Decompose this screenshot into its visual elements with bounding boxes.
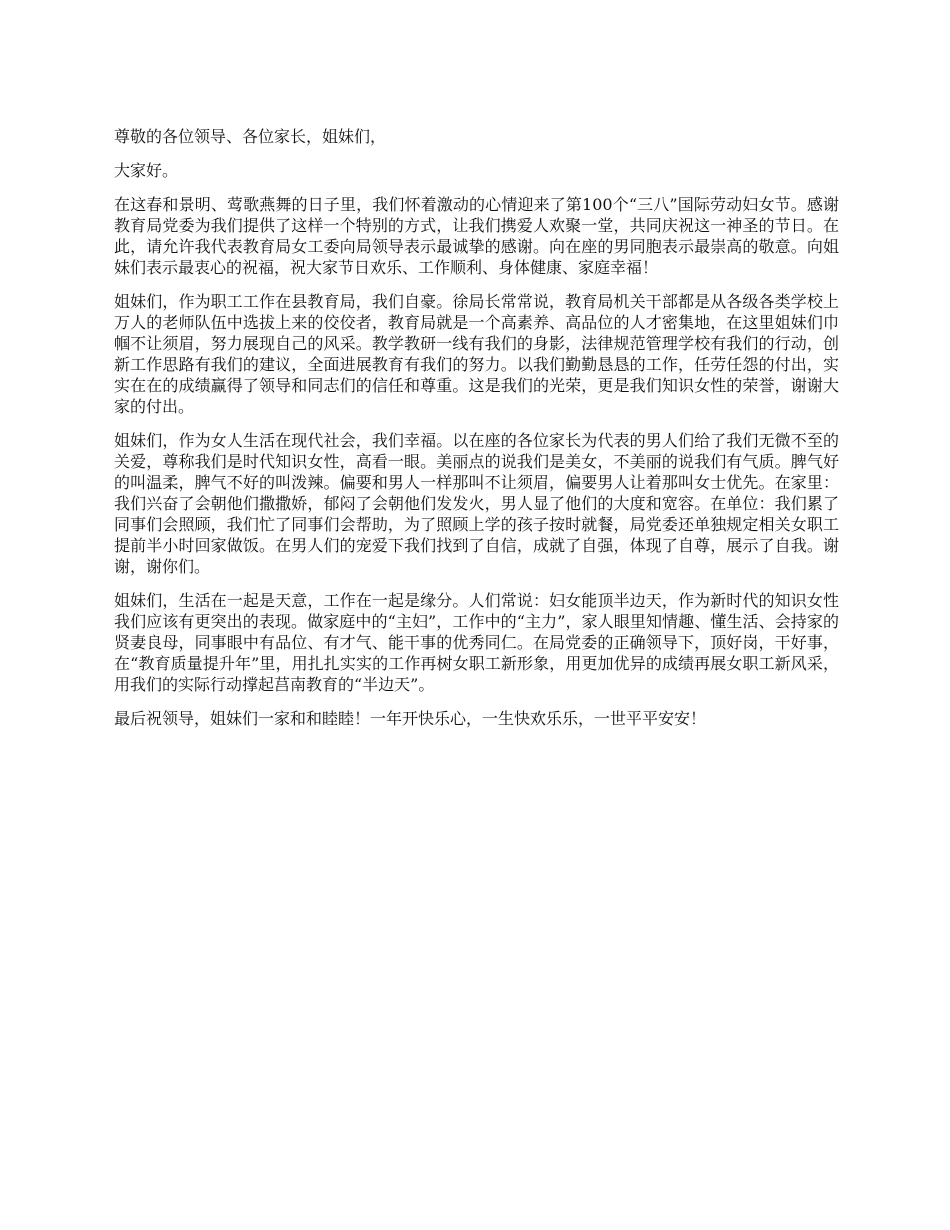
paragraph-pride: 姐妹们，作为职工工作在县教育局，我们自豪。徐局长常常说，教育局机关干部都是从各级各类学校上万人的老师队伍中选拔上来的佼佼者，教育局就是一个高素养、高品位的人才密集地，在这里姐妹们巾帼不让须眉，努力展现自己的风采。教学教研一线有我们的身影，法律规范管理学校有我们的行动，创新工作思路有我们的建议，全面进展教育有我们的努力。以我们勤勤恳恳的工作，任劳任怨的付出，实实在在的成绩赢得了领导和同志们的信任和尊重。这是我们的光荣，更是我们知识女性的荣誉，谢谢大家的付出。 — [114, 292, 839, 416]
paragraph-opening: 在这春和景明、莺歌燕舞的日子里，我们怀着激动的心情迎来了第100个“三八”国际劳动妇女节。感谢教育局党委为我们提供了这样一个特别的方式，让我们携爱人欢聚一堂，共同庆祝这一神圣的节日。在此，请允许我代表教育局女工委向局领导表示最诚挚的感谢。向在座的男同胞表示最崇高的敬意。向姐妹们表示最衷心的祝福，祝大家节日欢乐、工作顺利、身体健康、家庭幸福！ — [114, 195, 839, 277]
greeting: 大家好。 — [114, 161, 179, 180]
closing-wishes: 最后祝领导，姐妹们一家和和睦睦！一年开快乐心，一生快欢乐乐，一世平平安安！ — [114, 709, 707, 728]
paragraph-fate: 姐妹们，生活在一起是天意，工作在一起是缘分。人们常说：妇女能顶半边天，作为新时代的知识女性我们应该有更突出的表现。做家庭中的“主妇”，工作中的“主力”，家人眼里知情趣、懂生活、会持家的贤妻良母，同事眼中有品位、有才气、能干事的优秀同仁。在局党委的正确领导下，顶好岗，干好事，在“教育质量提升年”里，用扎扎实实的工作再树女职工新形象，用更加优异的成绩再展女职工新风采，用我们的实际行动撑起莒南教育的“半边天”。 — [114, 591, 839, 694]
paragraph-happiness: 姐妹们，作为女人生活在现代社会，我们幸福。以在座的各位家长为代表的男人们给了我们无微不至的关爱，尊称我们是时代知识女性，高看一眼。美丽点的说我们是美女，不美丽的说我们有气质。脾气好的叫温柔，脾气不好的叫泼辣。偏要和男人一样那叫不让须眉，偏要男人让着那叫女士优先。在家里：我们兴奋了会朝他们撒撒娇，郁闷了会朝他们发发火，男人显了他们的大度和宽容。在单位：我们累了同事们会照顾，我们忙了同事们会帮助，为了照顾上学的孩子按时就餐，局党委还单独规定相关女职工提前半小时回家做饭。在男人们的宠爱下我们找到了自信，成就了自强，体现了自尊，展示了自我。谢谢，谢你们。 — [114, 431, 839, 576]
salutation: 尊敬的各位领导、各位家长，姐妹们， — [114, 127, 387, 146]
document-body — [114, 126, 839, 742]
